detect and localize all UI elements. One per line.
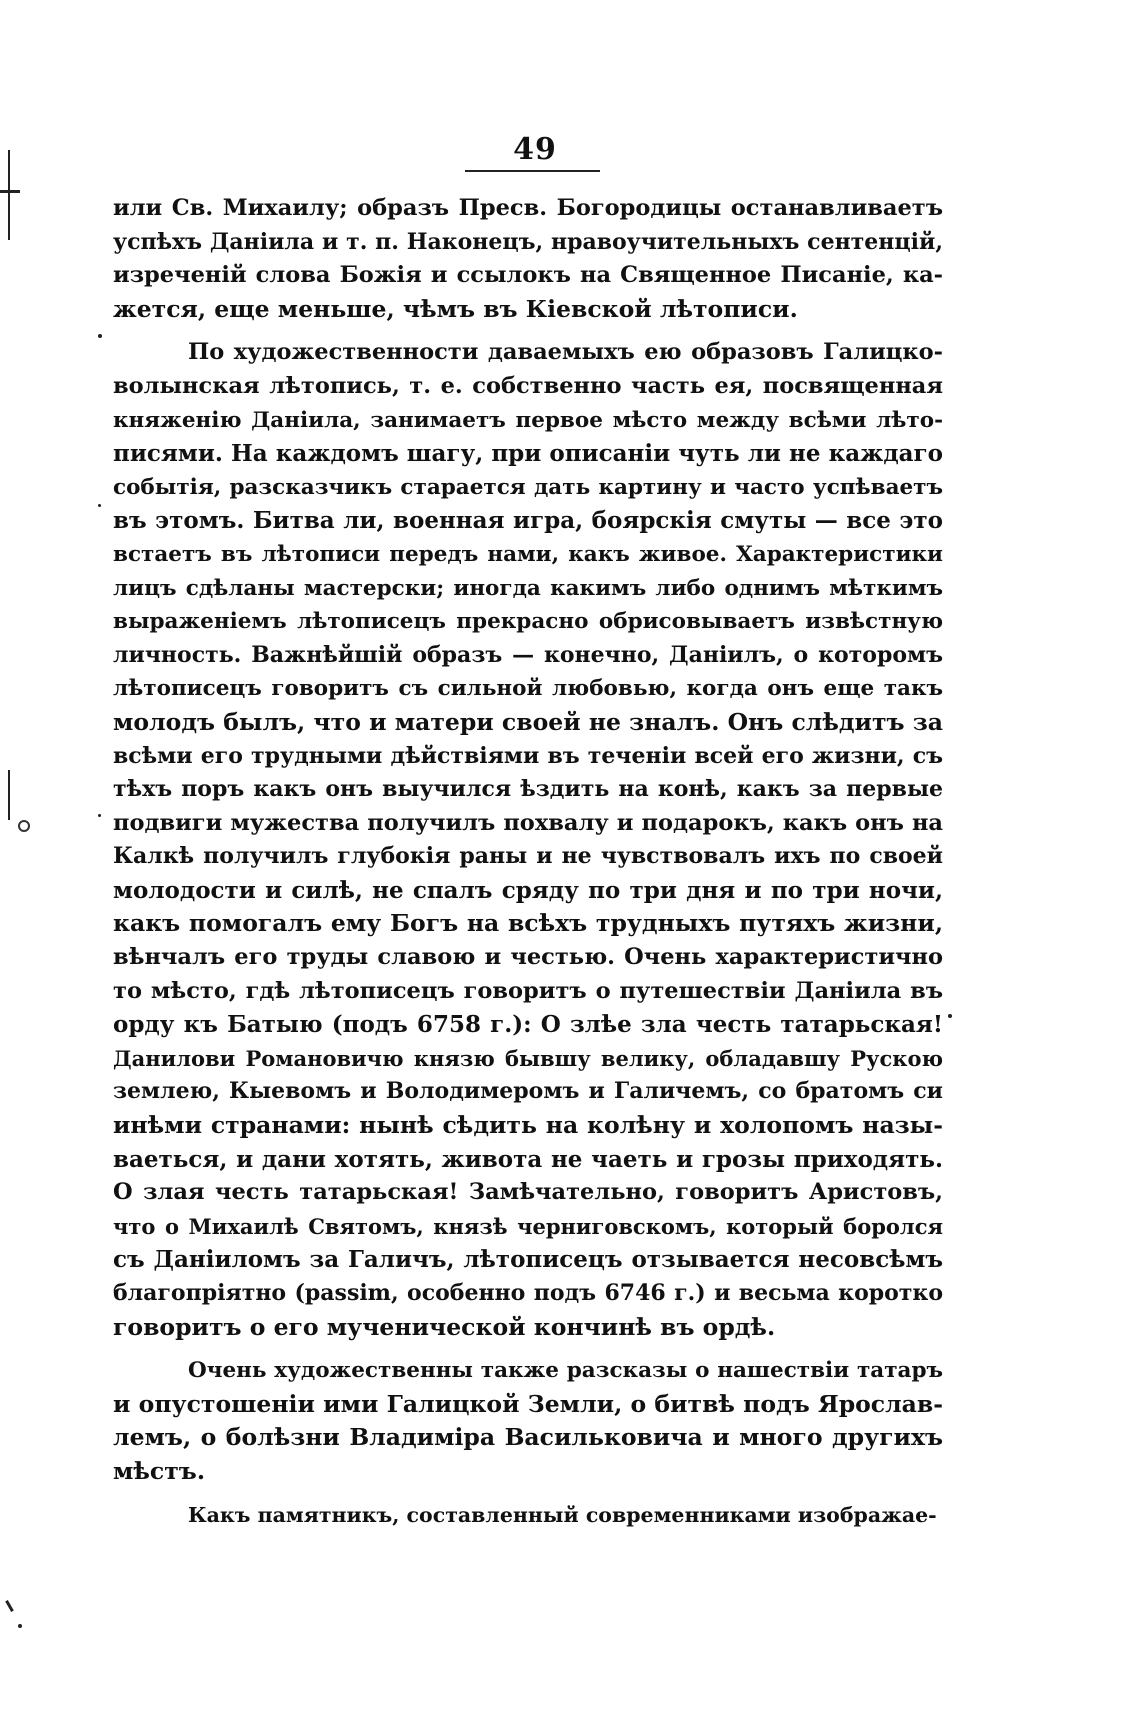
text-line: личность. Важнѣйшій образъ — конечно, Даніилъ, о которомъ [113, 641, 943, 668]
page-number: 49 [513, 132, 557, 167]
text-line: лемъ, о болѣзни Владиміра Васильковича и много другихъ [113, 1423, 943, 1452]
text-line: въ этомъ. Битва ли, военная игра, боярскія смуты — все это [113, 507, 943, 535]
text-line: тѣхъ поръ какъ онъ выучился ѣздить на конѣ, какъ за первые [113, 776, 943, 803]
text-line: княженію Даніила, занимаетъ первое мѣсто между всѣми лѣто- [113, 407, 943, 433]
text-line: или Св. Михаилу; образъ Пресв. Богородицы останавливаетъ [113, 195, 943, 221]
scan-margin-mark [18, 1624, 22, 1628]
text-line: писями. На каждомъ шагу, при описаніи чуть ли не каждаго [113, 440, 943, 468]
paragraph [113, 192, 943, 326]
text-line: успѣхъ Даніила и т. п. Наконецъ, нравоучительныхъ сентенцій, [113, 228, 943, 255]
text-line: Данилови Романовичю князю бывшу велику, обладавшу Рускою [113, 1045, 943, 1071]
text-line: Калкѣ получилъ глубокія раны и не чувствовалъ ихъ по своей [113, 843, 943, 870]
text-line: волынская лѣтопись, т. е. собственно часть ея, посвященная [113, 372, 943, 399]
text-line: подвиги мужества получилъ похвалу и подарокъ, какъ онъ на [113, 809, 943, 836]
text-line: По художественности даваемыхъ ею образовъ Галицко- [188, 339, 943, 366]
paragraph [113, 1354, 943, 1488]
text-line: жется, еще меньше, чѣмъ въ Кіевской лѣтописи. [113, 294, 798, 323]
text-line: то мѣсто, гдѣ лѣтописецъ говоритъ о путешествіи Даніила въ [113, 977, 943, 1004]
text-line: молодости и силѣ, не спалъ сряду по три дня и по три ночи, [113, 876, 943, 904]
scan-speck [98, 504, 101, 507]
text-line: событія, разсказчикъ старается дать картину и часто успѣваетъ [113, 474, 943, 500]
scan-speck [948, 1014, 952, 1018]
text-line: вѣнчалъ его труды славою и честью. Очень характеристично [113, 944, 943, 971]
scan-speck [98, 334, 102, 338]
scan-margin-mark [8, 770, 10, 820]
scan-margin-mark [8, 150, 10, 240]
scan-margin-mark [5, 1600, 14, 1612]
text-line: что о Михаилѣ Святомъ, князѣ черниговскомъ, который боролся [113, 1213, 943, 1239]
text-line: ваеться, и дани хотять, живота не чаеть и грозы приходять. [113, 1145, 943, 1173]
text-line: мѣстъ. [113, 1456, 206, 1485]
text-line: орду къ Батыю (подъ 6758 г.): О злѣе зла честь татарьская! [113, 1011, 943, 1039]
text-line: благопріятно (passim, особенно подъ 6746 г.) и весьма коротко [113, 1280, 943, 1306]
paragraph [113, 1499, 943, 1533]
text-line: молодъ былъ, что и матери своей не зналъ. Онъ слѣдитъ за [113, 707, 943, 736]
text-line: встаетъ въ лѣтописи передъ нами, какъ живое. Характеристики [113, 541, 943, 567]
text-line: говоритъ о его мученической кончинѣ въ ордѣ. [113, 1312, 776, 1341]
text-line: выраженіемъ лѣтописецъ прекрасно обрисовываетъ извѣстную [113, 609, 943, 635]
text-line: всѣми его трудными дѣйствіями въ теченіи всей его жизни, съ [113, 742, 943, 769]
text-line: О злая честь татарьская! Замѣчательно, говоритъ Аристовъ, [113, 1179, 943, 1206]
text-line: землею, Кыевомъ и Володимеромъ и Галичемъ, со братомъ си [113, 1078, 943, 1105]
scan-margin-mark [18, 820, 30, 832]
text-line: какъ помогалъ ему Богъ на всѣхъ трудныхъ путяхъ жизни, [113, 909, 943, 938]
text-line: изреченій слова Божія и ссылокъ на Священное Писаніе, ка- [113, 262, 943, 289]
scan-speck [98, 814, 101, 817]
scan-margin-mark [0, 190, 20, 193]
text-line: лицъ сдѣланы мастерски; иногда какимъ либо однимъ мѣткимъ [113, 575, 943, 601]
text-line: инѣми странами: нынѣ сѣдить на колѣну и холопомъ назы- [113, 1111, 943, 1140]
page-number-rule [465, 170, 600, 172]
text-line: Очень художественны также разсказы о нашествіи татаръ [188, 1358, 943, 1384]
text-line: Какъ памятникъ, составленный современниками изображае- [188, 1502, 937, 1527]
body-text [113, 192, 943, 1532]
text-line: и опустошеніи ими Галицкой Земли, о битвѣ подъ Ярослав- [113, 1389, 943, 1418]
paragraph [113, 336, 943, 1344]
text-line: лѣтописецъ говоритъ съ сильной любовью, когда онъ еще такъ [113, 676, 943, 702]
text-line: съ Даніиломъ за Галичъ, лѣтописецъ отзывается несовсѣмъ [113, 1246, 943, 1274]
